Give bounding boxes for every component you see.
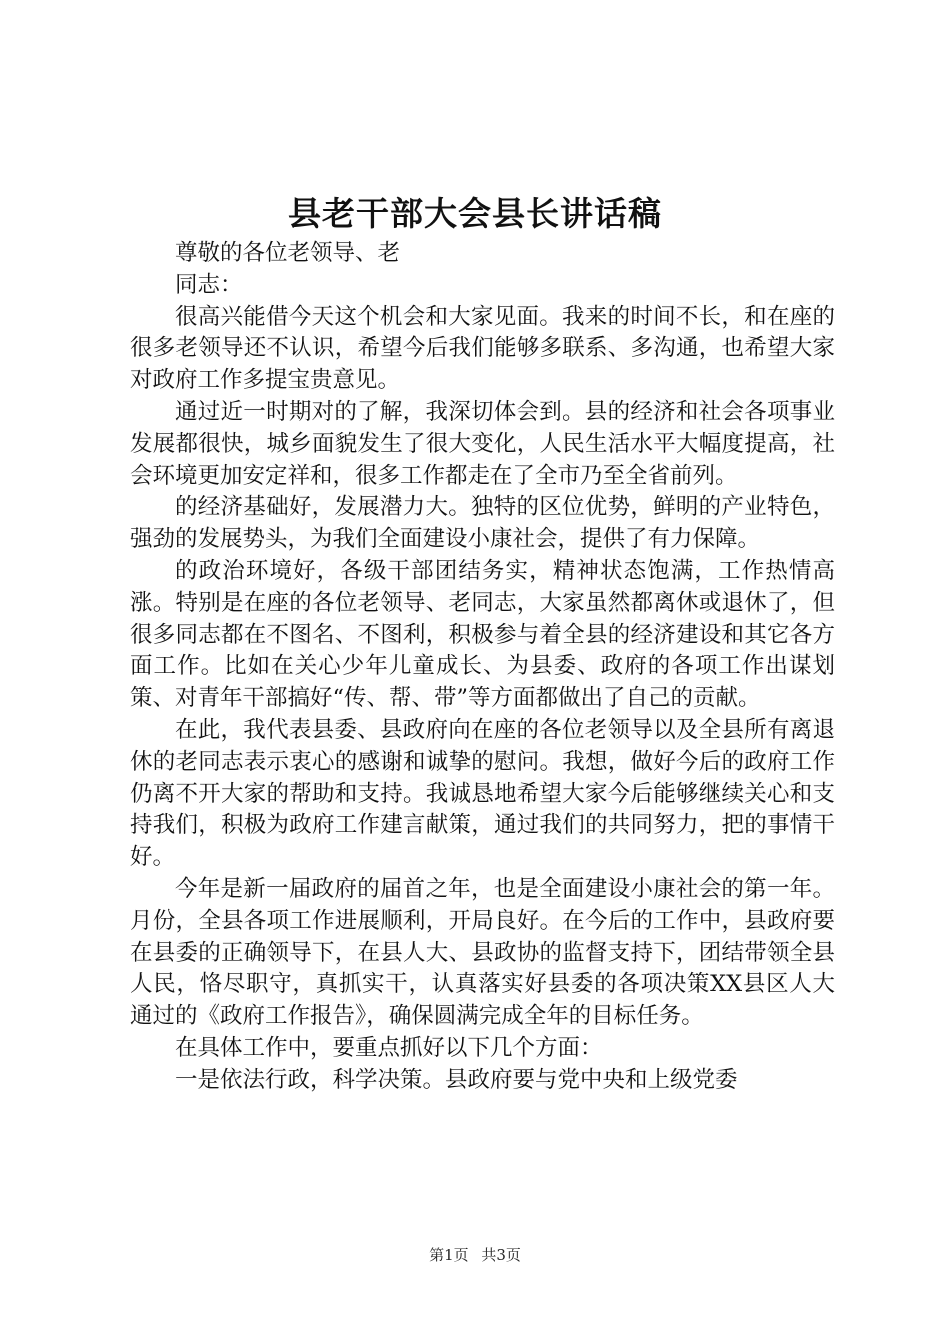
page-footer bbox=[0, 1244, 950, 1265]
paragraph: 今年是新一届政府的届首之年，也是全面建设小康社会的第一年。月份，全县各项工作进展顺利，开局良好。在今后的工作中，县政府要在县委的正确领导下，在县人大、县政协的监督支持下，团结带领全县人民，恪尽职守，真抓实干，认真落实好县委的各项决策XX县区人大通过的《政府工作报告》，确保圆满完成全年的目标任务。 bbox=[130, 875, 835, 1030]
paragraph: 在具体工作中，要重点抓好以下几个方面： bbox=[175, 1034, 603, 1061]
paragraph-greeting: 尊敬的各位老领导、老 bbox=[175, 240, 401, 266]
document-body bbox=[130, 238, 835, 1097]
paragraph: 一是依法行政，科学决策。县政府要与党中央和上级党委 bbox=[175, 1066, 738, 1093]
paragraph: 在此，我代表县委、县政府向在座的各位老领导以及全县所有离退休的老同志表示衷心的感谢和诚挚的慰问。我想，做好今后的政府工作仍离不开大家的帮助和支持。我诚恳地希望大家今后能够继续关心和支持我们，积极为政府工作建言献策，通过我们的共同努力，把的事情干好。 bbox=[130, 716, 835, 871]
document-title: 县老干部大会县长讲话稿 bbox=[288, 194, 662, 233]
page-number: 第1页 bbox=[429, 1246, 469, 1264]
paragraph: 的政治环境好，各级干部团结务实，精神状态饱满，工作热情高涨。特别是在座的各位老领导、老同志，大家虽然都离休或退休了，但很多同志都在不图名、不图利，积极参与着全县的经济建设和其它各方面工作。比如在关心少年儿童成长、为县委、政府的各项工作出谋划策、对青年干部搞好“传、帮、带”等方面都做出了自己的贡献。 bbox=[130, 557, 835, 712]
paragraph: 通过近一时期对的了解，我深切体会到。县的经济和社会各项事业发展都很快，城乡面貌发生了很大变化，人民生活水平大幅度提高，社会环境更加安定祥和，很多工作都走在了全市乃至全省前列。 bbox=[130, 398, 835, 489]
paragraph: 的经济基础好，发展潜力大。独特的区位优势，鲜明的产业特色，强劲的发展势头，为我们全面建设小康社会，提供了有力保障。 bbox=[130, 494, 835, 553]
page-total: 共3页 bbox=[481, 1246, 521, 1264]
paragraph: 很高兴能借今天这个机会和大家见面。我来的时间不长，和在座的很多老领导还不认识，希望今后我们能够多联系、多沟通，也希望大家对政府工作多提宝贵意见。 bbox=[130, 303, 835, 394]
paragraph-greeting-cont: 同志： bbox=[175, 271, 243, 298]
